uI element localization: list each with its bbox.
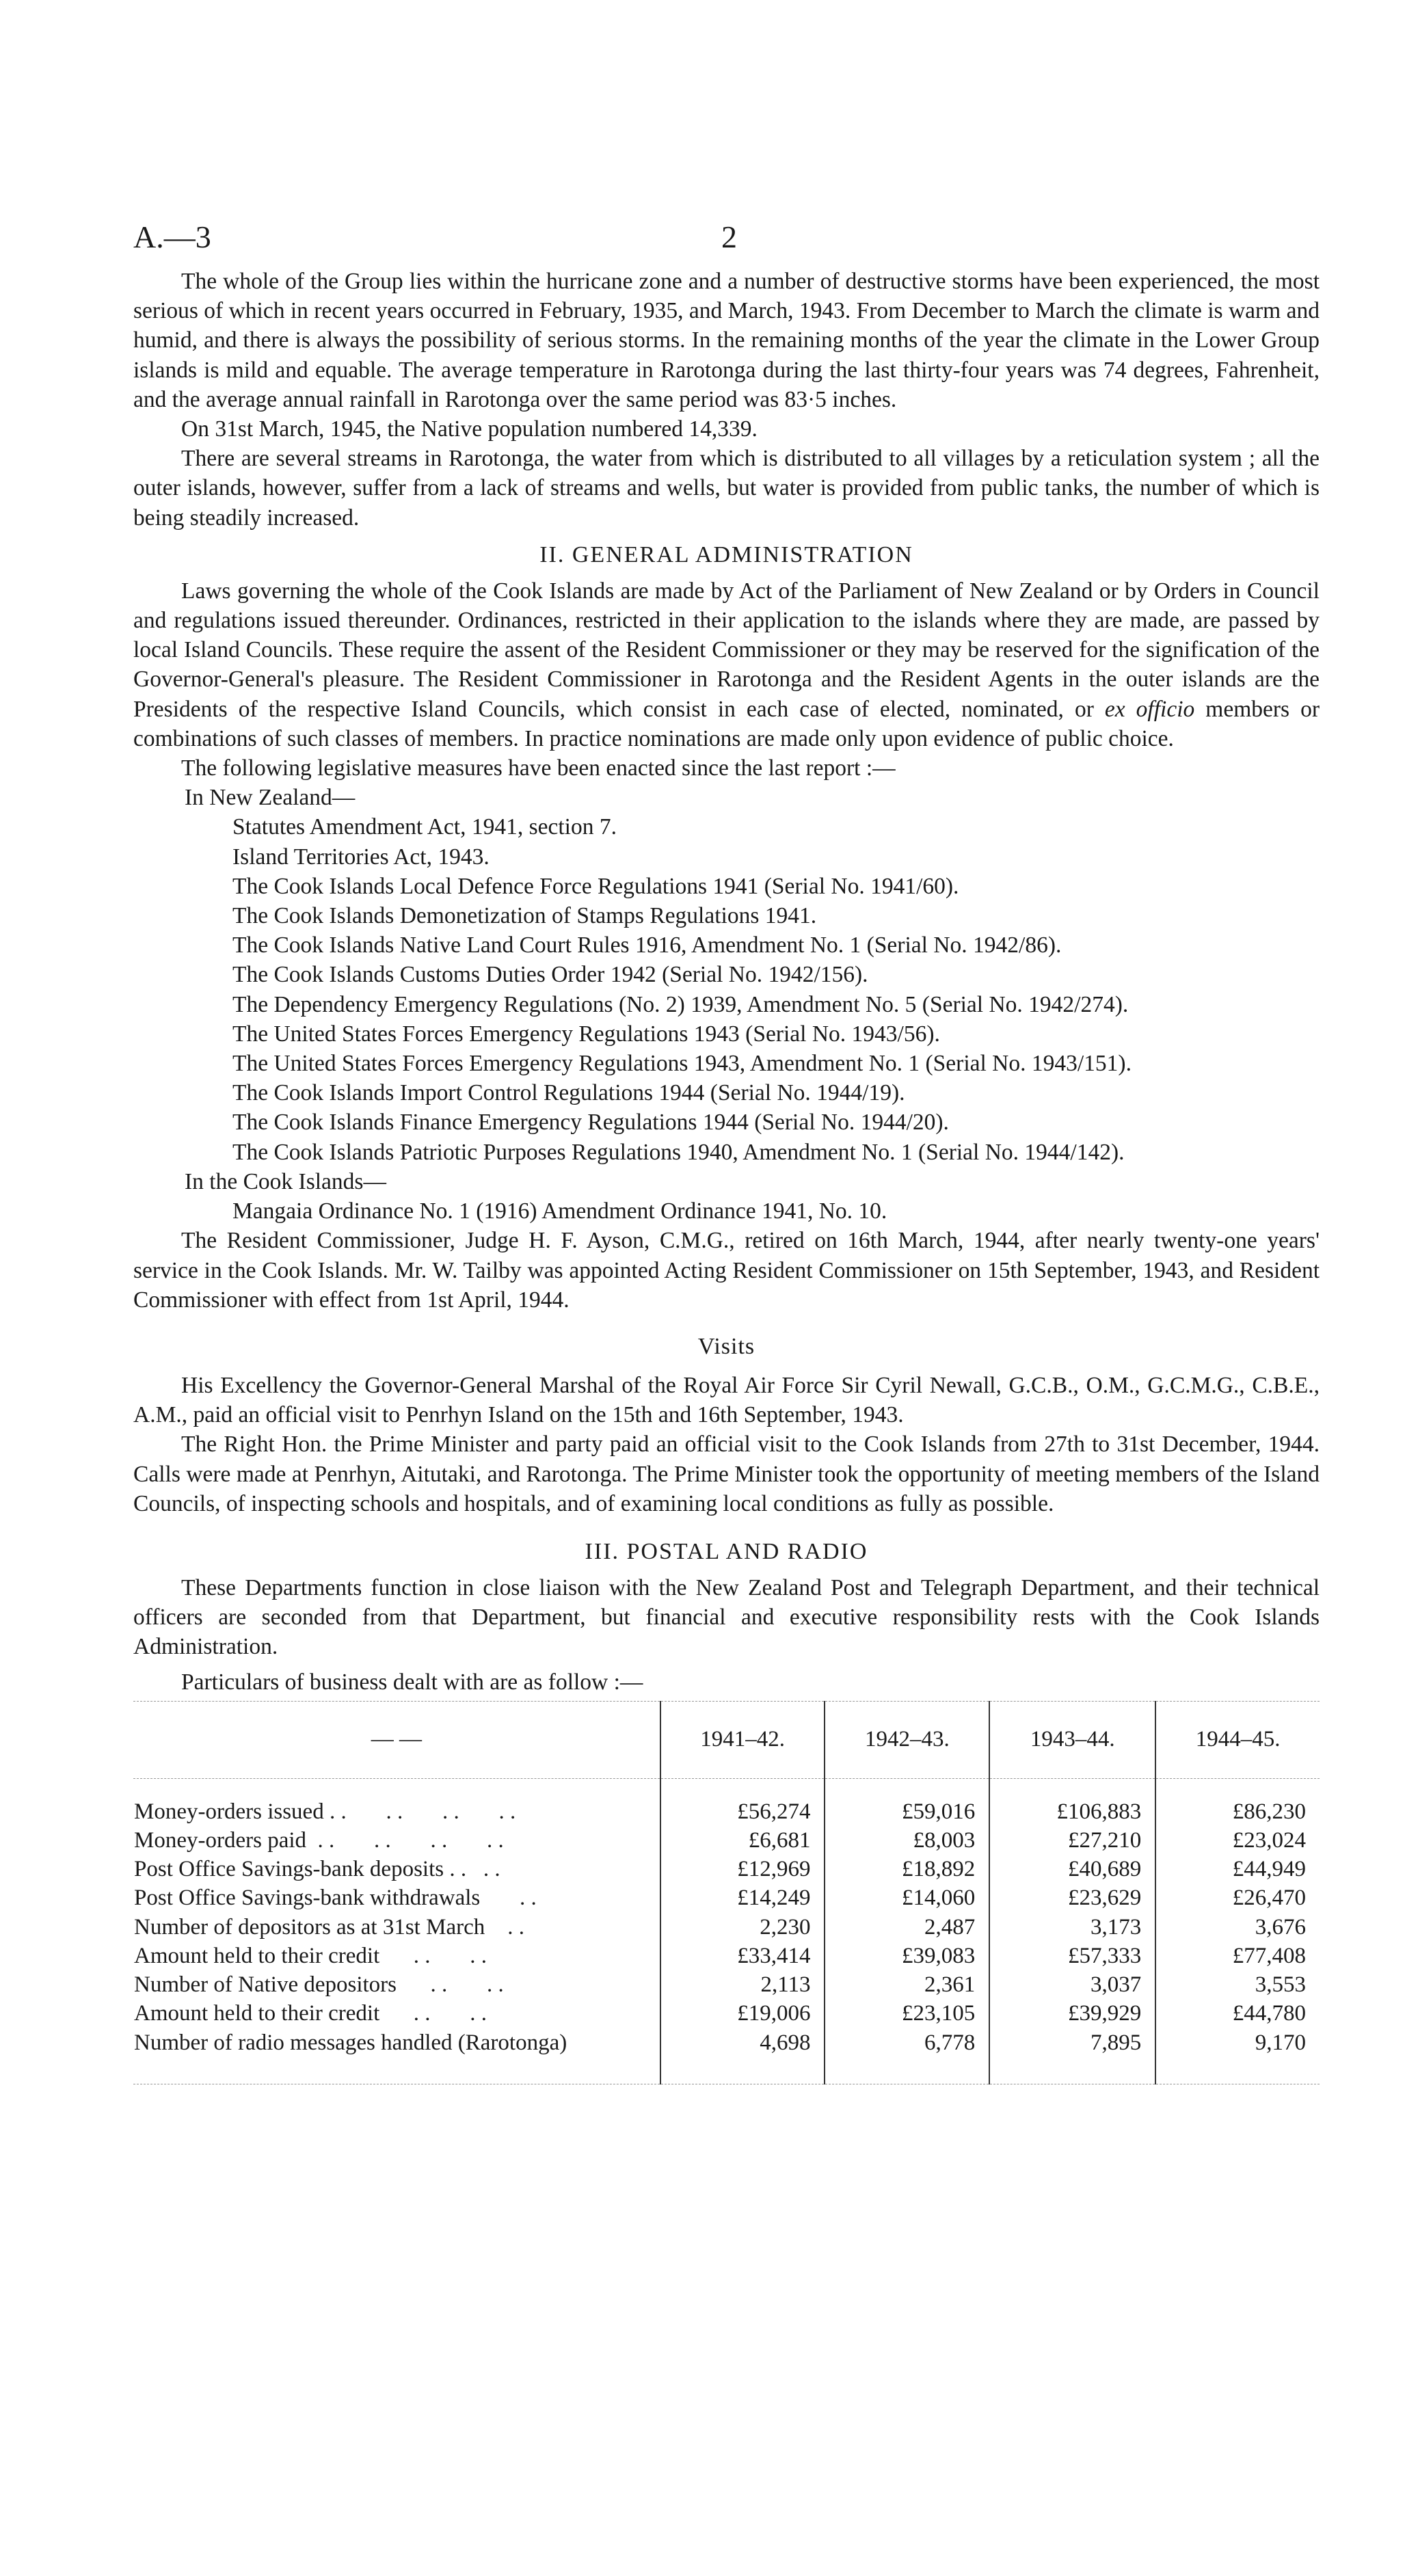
- column-header-1944-45: 1944–45.: [1155, 1701, 1320, 1778]
- section-heading-visits: Visits: [697, 1333, 755, 1359]
- table-cell: £44,780: [1155, 1999, 1320, 2028]
- new-zealand-list: [133, 812, 1320, 1166]
- column-header-1943-44: 1943–44.: [989, 1701, 1155, 1778]
- new-zealand-label: In New Zealand—: [185, 785, 356, 811]
- table-row: [133, 1999, 1320, 2028]
- table-cell: £14,060: [825, 1883, 989, 1912]
- paragraph-governor-visit: His Excellency the Governor-General Marshal of the Royal Air Force Sir Cyril Newall, G.C.B., O.M., G.C.M.G., C.B.E., A.M., paid an official visit to Penrhyn Island on the 15th and 16th September, 1943.: [133, 1372, 1320, 1428]
- intro-section: [133, 267, 1320, 533]
- table-row: [133, 2028, 1320, 2084]
- list-item: Statutes Amendment Act, 1941, section 7.: [232, 814, 617, 840]
- list-item: The Cook Islands Local Defence Force Regulations 1941 (Serial No. 1941/60).: [232, 873, 959, 899]
- table-cell: £33,414: [660, 1942, 825, 1970]
- paragraph-climate: The whole of the Group lies within the hurricane zone and a number of destructive storms have been experienced, the most serious of which in recent years occurred in February, 1935, and March, 1943. From December to March the climate is warm and humid, and there is always the possibility of serious storms. In the remaining months of the year the climate in the Lower Group islands is mild and equable. The average temperature in Rarotonga during the last thirty-four years was 74 degrees, Fahrenheit, and the average annual rainfall in Rarotonga over the same period was 83·5 inches.: [133, 269, 1320, 412]
- paragraph-laws: [133, 576, 1320, 753]
- table-row: [133, 1970, 1320, 1999]
- table-cell: £40,689: [989, 1855, 1155, 1883]
- table-cell: £106,883: [989, 1778, 1155, 1826]
- list-item: Mangaia Ordinance No. 1 (1916) Amendment Ordinance 1941, No. 10.: [232, 1198, 887, 1224]
- paragraph-laws-text-b: members or combinations of such classes of members. In practice nominations are made only upon evidence of public choice.: [133, 696, 1320, 751]
- list-item: The United States Forces Emergency Regulations 1943, Amendment No. 1 (Serial No. 1943/151).: [232, 1051, 1132, 1077]
- table-cell: £56,274: [660, 1778, 825, 1826]
- row-leader-dots: . .: [485, 1914, 524, 1940]
- paragraph-prime-minister-visit: The Right Hon. the Prime Minister and party paid an official visit to the Cook Islands from 27th to 31st December, 1944. Calls were made at Penrhyn, Aitutaki, and Rarotonga. The Prime Minister took the opportunity of meeting members of the Island Councils, of inspecting schools and hospitals, and of examining local conditions as fully as possible.: [133, 1432, 1320, 1516]
- paragraph-legislative-intro: The following legislative measures have been enacted since the last report :—: [181, 755, 896, 781]
- table-cell: £44,949: [1155, 1855, 1320, 1883]
- table-cell: £23,629: [989, 1883, 1155, 1912]
- row-label: [133, 1970, 660, 1999]
- paragraph-particulars: Particulars of business dealt with are as follow :—: [181, 1669, 643, 1695]
- list-item: The United States Forces Emergency Regulations 1943 (Serial No. 1943/56).: [232, 1021, 940, 1047]
- postal-statistics-table: [133, 1701, 1320, 2084]
- table-cell: £77,408: [1155, 1942, 1320, 1970]
- table-cell: £14,249: [660, 1883, 825, 1912]
- row-label-text: Amount held to their credit: [134, 2001, 380, 2026]
- paragraph-laws-italic: ex officio: [1104, 696, 1195, 722]
- table-cell: £27,210: [989, 1826, 1155, 1855]
- table-cell: 2,230: [660, 1913, 825, 1942]
- table-cell: 3,553: [1155, 1970, 1320, 1999]
- row-label: [133, 1855, 660, 1883]
- row-label: [133, 1826, 660, 1855]
- table-cell: £57,333: [989, 1942, 1155, 1970]
- table-cell: 4,698: [660, 2028, 825, 2084]
- list-item: The Dependency Emergency Regulations (No. 2) 1939, Amendment No. 5 (Serial No. 1942/274).: [232, 991, 1129, 1017]
- section-heading-postal-radio: III. POSTAL AND RADIO: [585, 1538, 868, 1564]
- row-label-text: Number of depositors as at 31st March: [134, 1914, 485, 1940]
- column-header-1942-43: 1942–43.: [825, 1701, 989, 1778]
- row-leader-dots: . . . . . . . .: [306, 1827, 504, 1853]
- table-cell: 9,170: [1155, 2028, 1320, 2084]
- list-item: The Cook Islands Native Land Court Rules 1916, Amendment No. 1 (Serial No. 1942/86).: [232, 933, 1062, 958]
- table-cell: £23,024: [1155, 1826, 1320, 1855]
- table-row: [133, 1913, 1320, 1942]
- cook-islands-list: [133, 1196, 1320, 1226]
- row-label: [133, 1913, 660, 1942]
- row-leader-dots: . . . . . . . .: [323, 1799, 516, 1824]
- table-cell: £8,003: [825, 1826, 989, 1855]
- table-cell: 7,895: [989, 2028, 1155, 2084]
- visits-section: [133, 1334, 1320, 1518]
- row-label-text: Money-orders issued: [134, 1799, 324, 1824]
- section-heading-general-administration: II. GENERAL ADMINISTRATION: [539, 541, 913, 567]
- list-item: The Cook Islands Import Control Regulations 1944 (Serial No. 1944/19).: [232, 1080, 905, 1106]
- paragraph-laws-text-a: Laws governing the whole of the Cook Islands are made by Act of the Parliament of New Zealand or by Orders in Council and regulations issued thereunder. Ordinances, restricted in their application to the islands where they are made, are passed by local Island Councils. These require the assent of the Resident Commissioner or they may be reserved for the signification of the Governor-General's pleasure. The Resident Commissioner in Rarotonga and the Resident Agents in the outer islands are the Presidents of the respective Island Councils, which consist in each case of elected, nominated, or: [133, 578, 1320, 722]
- table-cell: £19,006: [660, 1999, 825, 2028]
- row-leader-dots: . .: [480, 1886, 537, 1911]
- row-label: [133, 1942, 660, 1970]
- page-number: 2: [721, 219, 737, 254]
- row-label: [133, 1999, 660, 2028]
- row-leader-dots: . . . .: [379, 1943, 487, 1968]
- row-label: [133, 1883, 660, 1912]
- table-cell: 2,361: [825, 1970, 989, 1999]
- table-row: [133, 1883, 1320, 1912]
- row-leader-dots: . . . .: [444, 1857, 500, 1882]
- table-row: [133, 1942, 1320, 1970]
- table-cell: £59,016: [825, 1778, 989, 1826]
- table-cell: £86,230: [1155, 1778, 1320, 1826]
- table-cell: 3,173: [989, 1913, 1155, 1942]
- table-cell: 2,487: [825, 1913, 989, 1942]
- row-leader-dots: . . . .: [397, 1972, 504, 1998]
- table-cell: £39,929: [989, 1999, 1155, 2028]
- row-label-text: Post Office Savings-bank withdrawals: [134, 1886, 481, 1911]
- list-item: The Cook Islands Customs Duties Order 1942 (Serial No. 1942/156).: [232, 962, 868, 988]
- table-row: [133, 1826, 1320, 1855]
- table-cell: 3,037: [989, 1970, 1155, 1999]
- table-cell: 2,113: [660, 1970, 825, 1999]
- postal-radio-section: [133, 1539, 1320, 2084]
- table-cell: £6,681: [660, 1826, 825, 1855]
- document-page: [133, 205, 1320, 2084]
- table-row: [133, 1778, 1320, 1826]
- row-label: [133, 1778, 660, 1826]
- column-header-1941-42: 1941–42.: [660, 1701, 825, 1778]
- paragraph-population: On 31st March, 1945, the Native population numbered 14,339.: [181, 416, 758, 442]
- paragraph-water: There are several streams in Rarotonga, the water from which is distributed to all villages by a reticulation system ; all the outer islands, however, suffer from a lack of streams and wells, but water is provided from public tanks, the number of which is being steadily increased.: [133, 446, 1320, 531]
- row-label: [133, 2028, 660, 2084]
- row-label-text: Money-orders paid: [134, 1827, 307, 1853]
- row-leader-dots: . . . .: [379, 2001, 487, 2026]
- row-label-text: Post Office Savings-bank deposits: [134, 1857, 444, 1882]
- row-label-text: Number of Native depositors: [134, 1972, 397, 1998]
- table-corner-header: — —: [133, 1701, 660, 1778]
- table-cell: £23,105: [825, 1999, 989, 2028]
- table-cell: 3,676: [1155, 1913, 1320, 1942]
- cook-islands-label: In the Cook Islands—: [185, 1168, 386, 1194]
- table-cell: £18,892: [825, 1855, 989, 1883]
- page-header: [133, 205, 1320, 267]
- table-header-row: [133, 1701, 1320, 1778]
- list-item: The Cook Islands Finance Emergency Regulations 1944 (Serial No. 1944/20).: [232, 1110, 949, 1136]
- table-row: [133, 1855, 1320, 1883]
- list-item: The Cook Islands Patriotic Purposes Regulations 1940, Amendment No. 1 (Serial No. 1944/142).: [232, 1139, 1125, 1165]
- table-cell: £26,470: [1155, 1883, 1320, 1912]
- paragraph-departments: These Departments function in close liaison with the New Zealand Post and Telegraph Department, and their technical officers are seconded from that Department, but financial and executive responsibility rests with the Cook Islands Administration.: [133, 1574, 1320, 1660]
- paragraph-resident-commissioner: The Resident Commissioner, Judge H. F. Ayson, C.M.G., retired on 16th March, 1944, after nearly twenty-one years' service in the Cook Islands. Mr. W. Tailby was appointed Acting Resident Commissioner on 15th September, 1943, and Resident Commissioner with effect from 1st April, 1944.: [133, 1228, 1320, 1313]
- row-label-text: Number of radio messages handled (Rarotonga): [134, 2030, 567, 2055]
- table-cell: £39,083: [825, 1942, 989, 1970]
- list-item: The Cook Islands Demonetization of Stamps Regulations 1941.: [232, 903, 817, 929]
- general-administration-section: [133, 542, 1320, 1315]
- document-reference: A.—3: [133, 219, 211, 254]
- table-cell: £12,969: [660, 1855, 825, 1883]
- list-item: Island Territories Act, 1943.: [232, 844, 490, 870]
- row-label-text: Amount held to their credit: [134, 1943, 380, 1968]
- table-cell: 6,778: [825, 2028, 989, 2084]
